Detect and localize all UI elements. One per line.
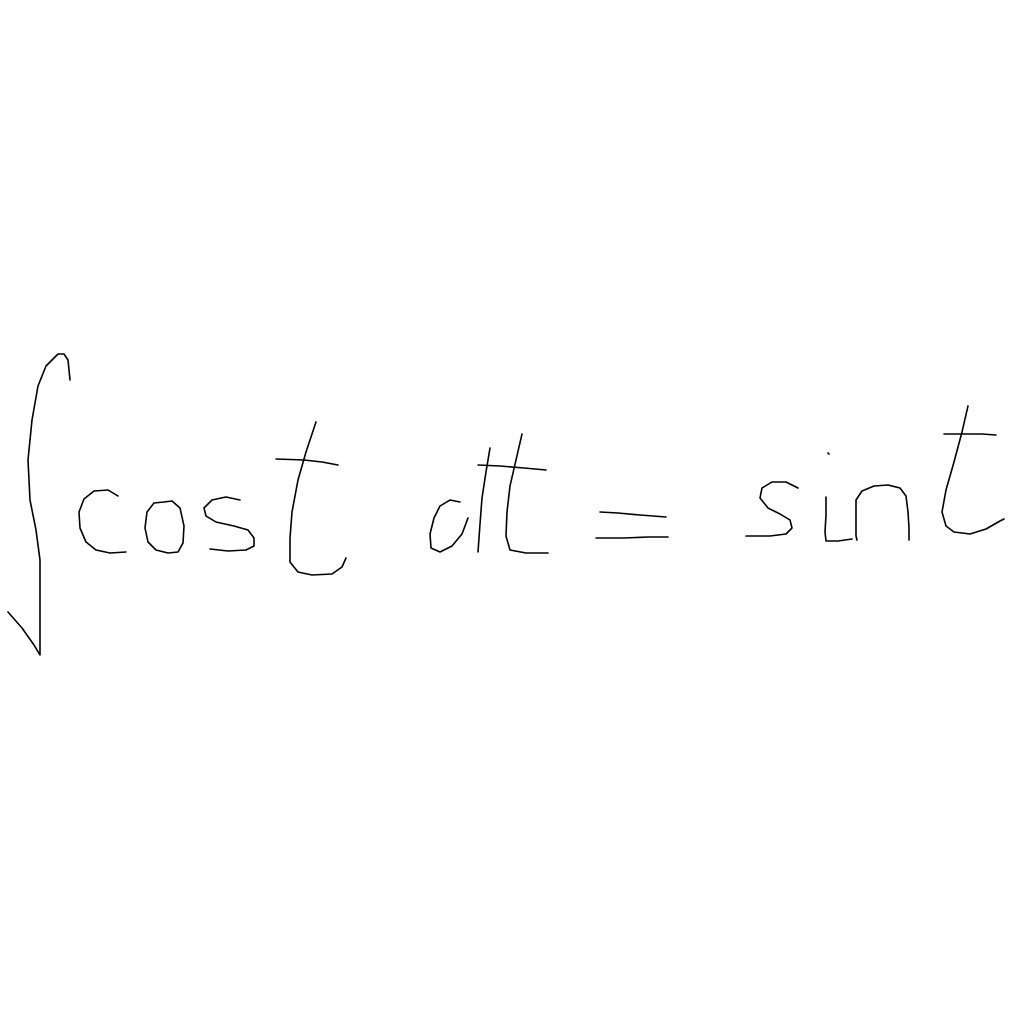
- letter-t-2-stem: [506, 434, 548, 553]
- letter-i-dot: [828, 453, 829, 454]
- letter-s-2: [746, 482, 798, 536]
- letter-d-bowl: [430, 500, 468, 552]
- letter-c-1: [79, 490, 126, 553]
- letter-o-1: [145, 501, 184, 553]
- letter-d-stem: [478, 448, 490, 552]
- letter-t-3-stem: [942, 406, 1004, 534]
- equals-bottom: [596, 537, 668, 538]
- letter-t-1-bar: [276, 459, 338, 465]
- letter-t-2-bar: [478, 465, 546, 470]
- equals-top: [600, 512, 666, 517]
- letter-i: [825, 497, 852, 541]
- letter-t-1-stem: [290, 422, 346, 575]
- word-dt: [430, 434, 548, 553]
- integral-stroke: [8, 354, 70, 655]
- integral-sign: [8, 354, 70, 655]
- equals-sign: [596, 512, 668, 538]
- letter-t-3-bar: [944, 434, 996, 435]
- letter-s-1: [204, 497, 254, 551]
- word-sint: [746, 406, 1004, 541]
- word-cost: [79, 422, 346, 575]
- letter-n: [856, 485, 909, 540]
